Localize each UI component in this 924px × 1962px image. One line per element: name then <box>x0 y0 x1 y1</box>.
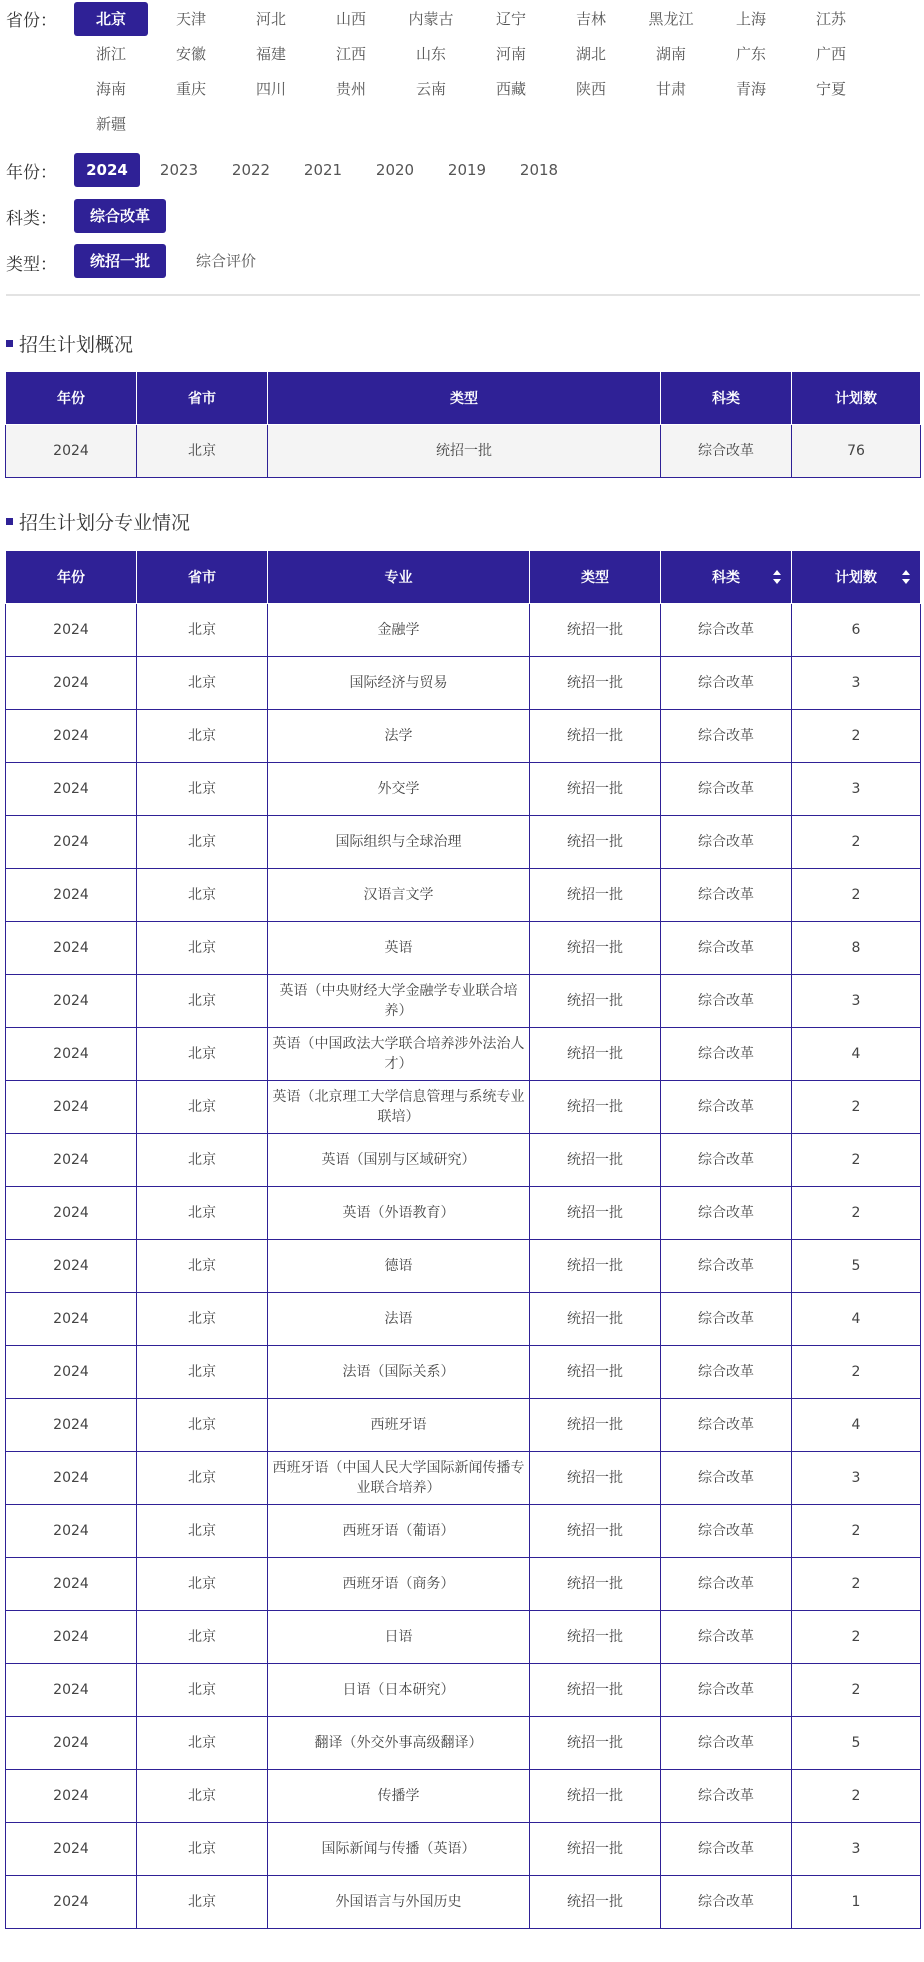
province-option-21[interactable]: 重庆 <box>175 80 206 98</box>
table-cell: 统招一批 <box>530 1134 661 1187</box>
majors-section-title <box>6 508 190 535</box>
province-option-5[interactable]: 辽宁 <box>495 10 526 28</box>
table-cell: 综合改革 <box>661 1558 792 1611</box>
table-cell: 综合改革 <box>661 1505 792 1558</box>
table-cell: 北京 <box>137 1770 268 1823</box>
table-row <box>6 604 921 657</box>
table-cell: 2 <box>792 1134 921 1187</box>
table-row <box>6 1611 921 1664</box>
province-option-7[interactable]: 黑龙江 <box>648 10 694 28</box>
table-cell: 6 <box>792 604 921 657</box>
overview-header-2 <box>268 372 661 425</box>
table-cell: 统招一批 <box>530 1558 661 1611</box>
table-cell: 2 <box>792 816 921 869</box>
table-cell: 2 <box>792 1664 921 1717</box>
table-cell: 2024 <box>6 1611 137 1664</box>
year-option-0[interactable]: 2024 <box>74 153 140 187</box>
table-cell: 综合改革 <box>661 1717 792 1770</box>
table-cell: 综合改革 <box>661 1823 792 1876</box>
table-cell: 3 <box>792 1452 921 1505</box>
overview-header-4 <box>792 372 921 425</box>
table-cell: 2024 <box>6 710 137 763</box>
table-cell: 北京 <box>137 1028 268 1081</box>
province-filter-label: 省份： <box>6 11 57 31</box>
type-option-0[interactable]: 统招一批 <box>74 244 166 278</box>
table-cell: 2024 <box>6 604 137 657</box>
table-cell: 综合改革 <box>661 763 792 816</box>
table-cell: 4 <box>792 1399 921 1452</box>
province-option-19[interactable]: 广西 <box>815 45 846 63</box>
table-cell: 日语 <box>268 1611 530 1664</box>
table-cell: 综合改革 <box>661 1611 792 1664</box>
province-option-23[interactable]: 贵州 <box>335 80 366 98</box>
province-option-26[interactable]: 陕西 <box>575 80 606 98</box>
province-option-25[interactable]: 西藏 <box>495 80 526 98</box>
sort-icon[interactable] <box>773 569 781 585</box>
majors-header-0 <box>6 551 137 604</box>
majors-header-row <box>6 551 921 604</box>
table-cell: 北京 <box>137 1240 268 1293</box>
table-cell: 2024 <box>6 1028 137 1081</box>
table-row <box>6 425 921 478</box>
table-cell: 综合改革 <box>661 869 792 922</box>
table-cell: 2024 <box>6 763 137 816</box>
overview-body <box>6 425 921 478</box>
table-cell: 2024 <box>6 1452 137 1505</box>
majors-header-label: 专业 <box>384 570 413 586</box>
table-cell: 8 <box>792 922 921 975</box>
majors-table <box>5 550 921 1929</box>
year-filter-label: 年份： <box>6 163 57 183</box>
table-cell: 统招一批 <box>530 1187 661 1240</box>
province-option-3[interactable]: 山西 <box>335 10 366 28</box>
table-cell: 2024 <box>6 1134 137 1187</box>
overview-section-title <box>6 330 133 357</box>
table-cell: 统招一批 <box>530 1717 661 1770</box>
majors-header-label: 类型 <box>581 570 609 586</box>
table-row <box>6 1505 921 1558</box>
table-row <box>6 1187 921 1240</box>
table-cell: 北京 <box>137 816 268 869</box>
majors-header-3 <box>530 551 661 604</box>
table-cell: 英语（北京理工大学信息管理与系统专业联培） <box>268 1081 530 1134</box>
year-option-3[interactable]: 2021 <box>303 161 343 179</box>
table-row <box>6 1134 921 1187</box>
year-option-2[interactable]: 2022 <box>231 161 271 179</box>
table-cell: 北京 <box>137 1664 268 1717</box>
table-cell: 北京 <box>137 1823 268 1876</box>
table-cell: 统招一批 <box>530 1823 661 1876</box>
province-option-6[interactable]: 吉林 <box>575 10 606 28</box>
overview-header-label: 计划数 <box>835 391 877 407</box>
table-cell: 2024 <box>6 816 137 869</box>
province-option-9[interactable]: 江苏 <box>815 10 846 28</box>
table-cell: 综合改革 <box>661 1452 792 1505</box>
table-cell: 综合改革 <box>661 604 792 657</box>
table-cell: 5 <box>792 1717 921 1770</box>
table-row <box>6 1558 921 1611</box>
province-option-15[interactable]: 河南 <box>495 45 526 63</box>
table-cell: 2 <box>792 1346 921 1399</box>
province-option-20[interactable]: 海南 <box>95 80 126 98</box>
table-row <box>6 1293 921 1346</box>
table-row <box>6 1081 921 1134</box>
table-row <box>6 816 921 869</box>
table-cell: 2024 <box>6 869 137 922</box>
table-cell: 外交学 <box>268 763 530 816</box>
table-cell: 2024 <box>6 1505 137 1558</box>
table-row <box>6 1028 921 1081</box>
table-cell: 综合改革 <box>661 922 792 975</box>
table-cell: 2024 <box>6 657 137 710</box>
table-row <box>6 1876 921 1929</box>
table-cell: 北京 <box>137 763 268 816</box>
table-cell: 2024 <box>6 1081 137 1134</box>
table-cell: 统招一批 <box>530 1346 661 1399</box>
table-row <box>6 975 921 1028</box>
majors-header-1 <box>137 551 268 604</box>
table-cell: 2024 <box>6 1770 137 1823</box>
table-cell: 2024 <box>6 1664 137 1717</box>
table-cell: 北京 <box>137 922 268 975</box>
year-option-5[interactable]: 2019 <box>447 161 487 179</box>
table-cell: 统招一批 <box>530 1081 661 1134</box>
province-option-27[interactable]: 甘肃 <box>655 80 686 98</box>
table-cell: 2024 <box>6 1717 137 1770</box>
province-option-14[interactable]: 山东 <box>415 45 446 63</box>
table-cell: 综合改革 <box>661 710 792 763</box>
subject-option-0[interactable]: 综合改革 <box>74 199 166 233</box>
table-row <box>6 1399 921 1452</box>
province-option-16[interactable]: 湖北 <box>575 45 606 63</box>
majors-body <box>6 604 921 1929</box>
table-cell: 2024 <box>6 1876 137 1929</box>
table-cell: 北京 <box>137 1346 268 1399</box>
table-cell: 2024 <box>6 1399 137 1452</box>
table-cell: 2024 <box>6 1240 137 1293</box>
province-option-29[interactable]: 宁夏 <box>815 80 846 98</box>
overview-title-text: 招生计划概况 <box>19 334 134 356</box>
table-cell: 英语 <box>268 922 530 975</box>
table-cell: 2 <box>792 1770 921 1823</box>
table-cell: 传播学 <box>268 1770 530 1823</box>
table-cell: 西班牙语 <box>268 1399 530 1452</box>
table-cell: 4 <box>792 1293 921 1346</box>
table-cell: 英语（外语教育） <box>268 1187 530 1240</box>
province-option-2[interactable]: 河北 <box>255 10 286 28</box>
table-cell: 统招一批 <box>530 763 661 816</box>
table-cell: 西班牙语（商务） <box>268 1558 530 1611</box>
table-cell: 统招一批 <box>530 816 661 869</box>
year-option-4[interactable]: 2020 <box>375 161 415 179</box>
majors-header-2 <box>268 551 530 604</box>
majors-header-label: 计划数 <box>835 570 877 586</box>
table-cell: 综合改革 <box>661 425 792 478</box>
section-marker-icon <box>6 518 13 525</box>
table-cell: 翻译（外交外事高级翻译） <box>268 1717 530 1770</box>
table-row <box>6 1823 921 1876</box>
province-option-17[interactable]: 湖南 <box>655 45 686 63</box>
table-cell: 统招一批 <box>530 1611 661 1664</box>
table-cell: 北京 <box>137 1558 268 1611</box>
table-cell: 法语（国际关系） <box>268 1346 530 1399</box>
table-cell: 北京 <box>137 1399 268 1452</box>
table-cell: 北京 <box>137 1293 268 1346</box>
table-cell: 统招一批 <box>530 1293 661 1346</box>
table-cell: 英语（中央财经大学金融学专业联合培养） <box>268 975 530 1028</box>
province-option-11[interactable]: 安徽 <box>175 45 206 63</box>
table-row <box>6 1346 921 1399</box>
divider <box>6 294 920 296</box>
province-option-24[interactable]: 云南 <box>415 80 446 98</box>
province-option-18[interactable]: 广东 <box>735 45 766 63</box>
table-cell: 北京 <box>137 869 268 922</box>
table-cell: 金融学 <box>268 604 530 657</box>
table-cell: 综合改革 <box>661 1240 792 1293</box>
province-option-0[interactable]: 北京 <box>74 2 148 36</box>
overview-header-label: 类型 <box>450 391 478 407</box>
table-cell: 3 <box>792 657 921 710</box>
table-row <box>6 1717 921 1770</box>
table-cell: 日语（日本研究） <box>268 1664 530 1717</box>
table-cell: 综合改革 <box>661 975 792 1028</box>
table-cell: 外国语言与外国历史 <box>268 1876 530 1929</box>
table-row <box>6 1240 921 1293</box>
province-option-12[interactable]: 福建 <box>255 45 286 63</box>
subject-filter-label: 科类： <box>6 209 57 229</box>
table-cell: 综合改革 <box>661 1134 792 1187</box>
table-cell: 统招一批 <box>530 1028 661 1081</box>
province-option-28[interactable]: 青海 <box>735 80 766 98</box>
table-cell: 统招一批 <box>530 869 661 922</box>
majors-header-5[interactable] <box>792 551 921 604</box>
table-row <box>6 710 921 763</box>
table-cell: 统招一批 <box>530 1876 661 1929</box>
table-cell: 汉语言文学 <box>268 869 530 922</box>
table-cell: 统招一批 <box>530 1505 661 1558</box>
table-cell: 综合改革 <box>661 1399 792 1452</box>
sort-icon[interactable] <box>902 569 910 585</box>
table-cell: 2024 <box>6 425 137 478</box>
table-cell: 综合改革 <box>661 657 792 710</box>
table-cell: 北京 <box>137 1187 268 1240</box>
table-cell: 法学 <box>268 710 530 763</box>
table-cell: 2024 <box>6 1346 137 1399</box>
province-option-10[interactable]: 浙江 <box>95 45 126 63</box>
table-cell: 76 <box>792 425 921 478</box>
majors-header-label: 省市 <box>188 570 216 586</box>
table-cell: 统招一批 <box>530 1399 661 1452</box>
table-cell: 英语（国别与区域研究） <box>268 1134 530 1187</box>
table-cell: 综合改革 <box>661 1028 792 1081</box>
table-cell: 北京 <box>137 1505 268 1558</box>
table-cell: 综合改革 <box>661 1770 792 1823</box>
table-cell: 统招一批 <box>530 975 661 1028</box>
table-cell: 5 <box>792 1240 921 1293</box>
table-cell: 综合改革 <box>661 1187 792 1240</box>
table-cell: 2024 <box>6 975 137 1028</box>
table-cell: 西班牙语（葡语） <box>268 1505 530 1558</box>
overview-header-3 <box>661 372 792 425</box>
table-cell: 北京 <box>137 1876 268 1929</box>
province-option-4[interactable]: 内蒙古 <box>408 10 454 28</box>
section-marker-icon <box>6 340 13 347</box>
table-cell: 4 <box>792 1028 921 1081</box>
table-cell: 2 <box>792 1611 921 1664</box>
table-cell: 统招一批 <box>530 1770 661 1823</box>
table-cell: 统招一批 <box>530 922 661 975</box>
table-cell: 德语 <box>268 1240 530 1293</box>
table-cell: 国际新闻与传播（英语） <box>268 1823 530 1876</box>
table-cell: 综合改革 <box>661 1346 792 1399</box>
table-cell: 统招一批 <box>530 1452 661 1505</box>
province-option-30[interactable]: 新疆 <box>95 115 126 133</box>
table-cell: 北京 <box>137 1134 268 1187</box>
table-cell: 统招一批 <box>530 710 661 763</box>
table-cell: 综合改革 <box>661 1664 792 1717</box>
table-cell: 统招一批 <box>530 604 661 657</box>
table-cell: 1 <box>792 1876 921 1929</box>
table-cell: 北京 <box>137 710 268 763</box>
table-cell: 统招一批 <box>530 1664 661 1717</box>
table-row <box>6 922 921 975</box>
table-cell: 2 <box>792 710 921 763</box>
table-cell: 北京 <box>137 1611 268 1664</box>
table-cell: 统招一批 <box>530 1240 661 1293</box>
table-cell: 北京 <box>137 1452 268 1505</box>
majors-title-text: 招生计划分专业情况 <box>19 512 191 534</box>
table-cell: 北京 <box>137 657 268 710</box>
table-cell: 2 <box>792 1505 921 1558</box>
table-row <box>6 1664 921 1717</box>
table-row <box>6 763 921 816</box>
table-cell: 2 <box>792 1187 921 1240</box>
table-cell: 综合改革 <box>661 1876 792 1929</box>
overview-header-label: 省市 <box>188 391 216 407</box>
province-option-1[interactable]: 天津 <box>175 10 206 28</box>
table-cell: 北京 <box>137 604 268 657</box>
table-cell: 综合改革 <box>661 1293 792 1346</box>
overview-header-0 <box>6 372 137 425</box>
year-option-1[interactable]: 2023 <box>159 161 199 179</box>
table-cell: 综合改革 <box>661 1081 792 1134</box>
table-row <box>6 1770 921 1823</box>
table-cell: 国际组织与全球治理 <box>268 816 530 869</box>
table-cell: 2024 <box>6 1558 137 1611</box>
table-cell: 2 <box>792 1081 921 1134</box>
table-cell: 北京 <box>137 425 268 478</box>
table-cell: 2024 <box>6 1293 137 1346</box>
province-option-8[interactable]: 上海 <box>735 10 766 28</box>
table-cell: 综合改革 <box>661 816 792 869</box>
majors-header-label: 科类 <box>712 570 740 586</box>
table-cell: 统招一批 <box>530 657 661 710</box>
table-cell: 西班牙语（中国人民大学国际新闻传播专业联合培养） <box>268 1452 530 1505</box>
table-cell: 2024 <box>6 1823 137 1876</box>
overview-table <box>5 371 921 478</box>
year-option-6[interactable]: 2018 <box>519 161 559 179</box>
table-cell: 3 <box>792 1823 921 1876</box>
table-cell: 北京 <box>137 975 268 1028</box>
overview-header-label: 科类 <box>712 391 740 407</box>
table-cell: 2 <box>792 869 921 922</box>
table-cell: 法语 <box>268 1293 530 1346</box>
table-cell: 英语（中国政法大学联合培养涉外法治人才） <box>268 1028 530 1081</box>
table-cell: 北京 <box>137 1081 268 1134</box>
table-cell: 2024 <box>6 922 137 975</box>
type-option-1[interactable]: 综合评价 <box>195 252 256 270</box>
majors-header-4[interactable] <box>661 551 792 604</box>
table-cell: 2 <box>792 1558 921 1611</box>
overview-header-row <box>6 372 921 425</box>
overview-header-1 <box>137 372 268 425</box>
province-option-22[interactable]: 四川 <box>255 80 286 98</box>
table-cell: 3 <box>792 763 921 816</box>
table-row <box>6 1452 921 1505</box>
table-cell: 国际经济与贸易 <box>268 657 530 710</box>
table-cell: 统招一批 <box>268 425 661 478</box>
table-cell: 北京 <box>137 1717 268 1770</box>
table-cell: 2024 <box>6 1187 137 1240</box>
majors-header-label: 年份 <box>57 570 85 586</box>
type-filter-label: 类型： <box>6 255 57 275</box>
table-cell: 3 <box>792 975 921 1028</box>
table-row <box>6 657 921 710</box>
overview-header-label: 年份 <box>57 391 85 407</box>
province-option-13[interactable]: 江西 <box>335 45 366 63</box>
table-row <box>6 869 921 922</box>
